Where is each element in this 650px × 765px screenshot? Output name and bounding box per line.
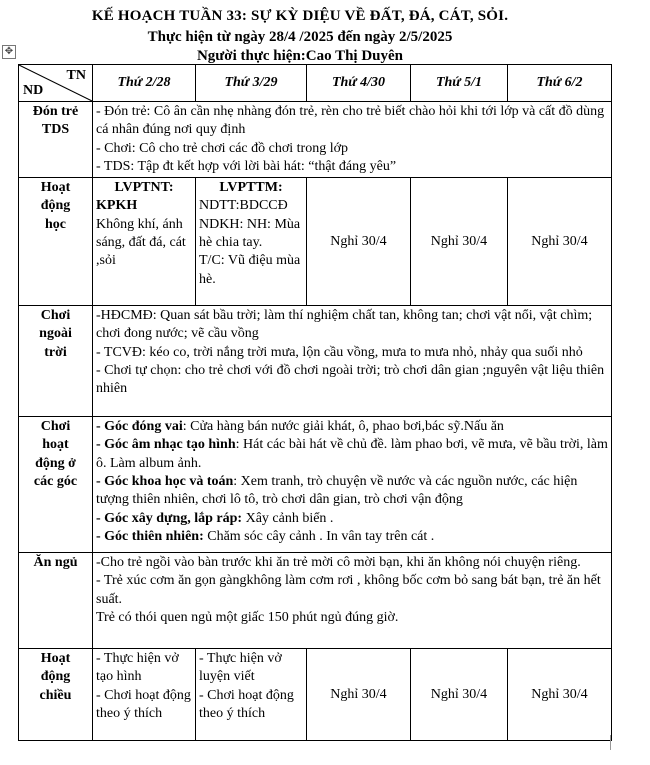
row-don-tre xyxy=(19,102,612,178)
row-label: Chơi hoạt động ở các góc xyxy=(19,417,93,553)
text-cursor xyxy=(610,735,611,750)
corner-tn: TN xyxy=(66,68,86,83)
monday-lesson: LVPTNT: KPKH Không khí, ánh sáng, đất đá, cát ,sỏi xyxy=(93,178,196,306)
holiday-cell: Nghỉ 30/4 xyxy=(411,649,508,741)
row-label: Chơi ngoài trời xyxy=(19,306,93,417)
row-content: -Cho trẻ ngồi vào bàn trước khi ăn trẻ mời cô mời bạn, khi ăn không nói chuyện riêng. - Trẻ xúc cơm ăn gọn gàngkhông làm cơm rơi , không bốc cơm bỏ sang bát bạn, trẻ ăn hết suất. Trẻ có thói quen ngủ một giấc 150 phút ngủ đúng giờ. xyxy=(93,553,612,649)
plan-dates: Thực hiện từ ngày 28/4 /2025 đến ngày 2/5/2025 xyxy=(147,29,453,45)
day-header: Thứ 2/28 xyxy=(93,65,196,102)
row-label: Hoạt động học xyxy=(19,178,93,306)
row-content: - Góc đóng vai: Cửa hàng bán nước giải khát, ô, phao bơi,bác sỹ.Nấu ăn - Góc âm nhạc tạo hình: Hát các bài hát về chủ đề. làm phao bơi, vẽ mưa, vẽ bầu trời, làm ô. Làm album ảnh. - Góc khoa học và toán: Xem tranh, trò chuyện về nước và các nguồn nước, các hiện tượng thiên nhiên, chơi lô tô, trò chơi dân gian, trò chơi vận động - Góc xây dựng, lắp ráp: Xây cảnh biển . - Góc thiên nhiên: Chăm sóc cây cảnh . In vân tay trên cát . xyxy=(93,417,612,553)
row-hoat-dong-chieu xyxy=(19,649,612,741)
holiday-cell: Nghỉ 30/4 xyxy=(307,178,411,306)
day-header: Thứ 4/30 xyxy=(307,65,411,102)
day-header: Thứ 3/29 xyxy=(196,65,307,102)
holiday-cell: Nghỉ 30/4 xyxy=(508,178,612,306)
holiday-cell: Nghỉ 30/4 xyxy=(508,649,612,741)
corner-cell xyxy=(19,65,93,102)
row-content: -HĐCMĐ: Quan sát bầu trời; làm thí nghiệm chất tan, không tan; chơi vật nổi, vật chìm; chơi đong nước; vẽ cầu vồng - TCVĐ: kéo co, trời nắng trời mưa, lộn cầu vồng, mưa to mưa nhỏ, nhảy qua suối nhỏ - Chơi tự chọn: cho trẻ chơi với đồ chơi ngoài trời; trò chơi dân gian ;nguyên vật liệu thiên nhiên xyxy=(93,306,612,417)
tuesday-afternoon: - Thực hiện vở luyện viết - Chơi hoạt động theo ý thích xyxy=(196,649,307,741)
row-choi-ngoai-troi xyxy=(19,306,612,417)
table-move-handle-icon[interactable]: ✥ xyxy=(2,45,16,59)
header-row xyxy=(19,65,612,102)
holiday-cell: Nghỉ 30/4 xyxy=(411,178,508,306)
monday-afternoon: - Thực hiện vở tạo hình - Chơi hoạt động theo ý thích xyxy=(93,649,196,741)
row-choi-goc xyxy=(19,417,612,553)
plan-title: KẾ HOẠCH TUẦN 33: SỰ KỲ DIỆU VỀ ĐẤT, ĐÁ, CÁT, SỎI. xyxy=(91,8,509,24)
weekly-plan-table xyxy=(18,64,612,741)
row-content: - Đón trẻ: Cô ân cần nhẹ nhàng đón trẻ, rèn cho trẻ biết chào hỏi khi tới lớp và cất đồ dùng cá nhân đúng nơi quy định - Chơi: Cô cho trẻ chơi các đồ chơi trong lớp - TDS: Tập đt kết hợp với lời bài hát: “thật đáng yêu” xyxy=(93,102,612,178)
row-label: Hoạt động chiều xyxy=(19,649,93,741)
row-hoat-dong-hoc xyxy=(19,178,612,306)
plan-teacher: Người thực hiện:Cao Thị Duyên xyxy=(196,48,404,64)
day-header: Thứ 6/2 xyxy=(508,65,612,102)
row-label: Ăn ngủ xyxy=(19,553,93,649)
row-label: Đón trẻ TDS xyxy=(19,102,93,178)
row-an-ngu xyxy=(19,553,612,649)
day-header: Thứ 5/1 xyxy=(411,65,508,102)
holiday-cell: Nghỉ 30/4 xyxy=(307,649,411,741)
corner-nd: ND xyxy=(23,82,44,98)
tuesday-lesson: LVPTTM: NDTT:BDCCĐ NDKH: NH: Mùa hè chia tay. T/C: Vũ điệu mùa hè. xyxy=(196,178,307,306)
